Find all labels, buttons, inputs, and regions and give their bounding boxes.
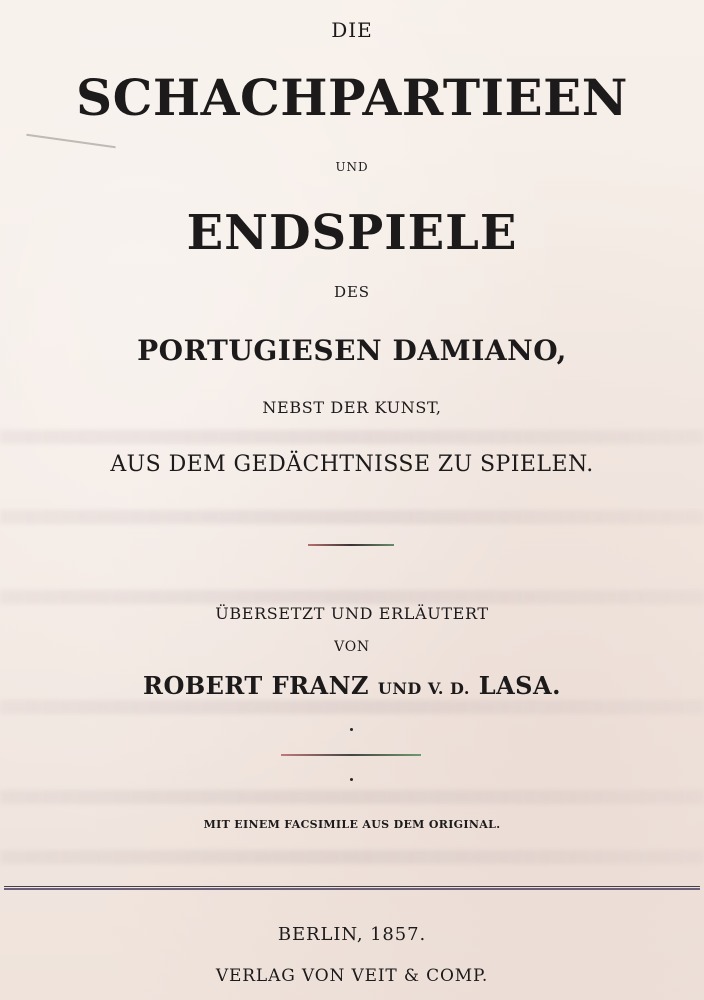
- title-conjunction: UND: [335, 160, 369, 174]
- bleed-through-shadow: [0, 850, 704, 864]
- bleed-through-shadow: [0, 510, 704, 524]
- imprint-publisher: VERLAG VON VEIT & COMP.: [215, 966, 489, 986]
- bleed-through-shadow: [0, 790, 704, 804]
- bleed-through-shadow: [0, 590, 704, 604]
- authors-line: [0, 671, 704, 700]
- main-title: SCHACHPARTIEEN: [76, 68, 628, 127]
- subtitle-line-1: NEBST DER KUNST,: [262, 398, 442, 417]
- ornament-dot: [350, 778, 353, 781]
- secondary-title: ENDSPIELE: [186, 205, 518, 261]
- subtitle-line-2: AUS DEM GEDÄCHTNISSE ZU SPIELEN.: [110, 452, 594, 477]
- author-joiner: UND V. D.: [377, 679, 470, 698]
- translation-credit: ÜBERSETZT UND ERLÄUTERT: [215, 604, 489, 623]
- bleed-through-shadow: [0, 700, 704, 714]
- pencil-mark: [26, 134, 115, 149]
- bleed-through-shadow: [0, 430, 704, 444]
- title-subject: PORTUGIESEN DAMIANO,: [137, 334, 567, 367]
- ornamental-rule: [281, 754, 421, 756]
- author-name: ROBERT FRANZ: [143, 671, 370, 700]
- ornament-dot: [350, 728, 353, 731]
- title-article: DIE: [331, 18, 373, 42]
- ornamental-rule: [308, 544, 394, 546]
- double-rule: [4, 886, 700, 890]
- title-genitive: DES: [334, 283, 370, 301]
- author-name: LASA.: [478, 671, 561, 700]
- imprint-place-year: BERLIN, 1857.: [277, 924, 427, 945]
- by-line: VON: [334, 639, 370, 655]
- facsimile-note: MIT EINEM FACSIMILE AUS DEM ORIGINAL.: [203, 818, 501, 831]
